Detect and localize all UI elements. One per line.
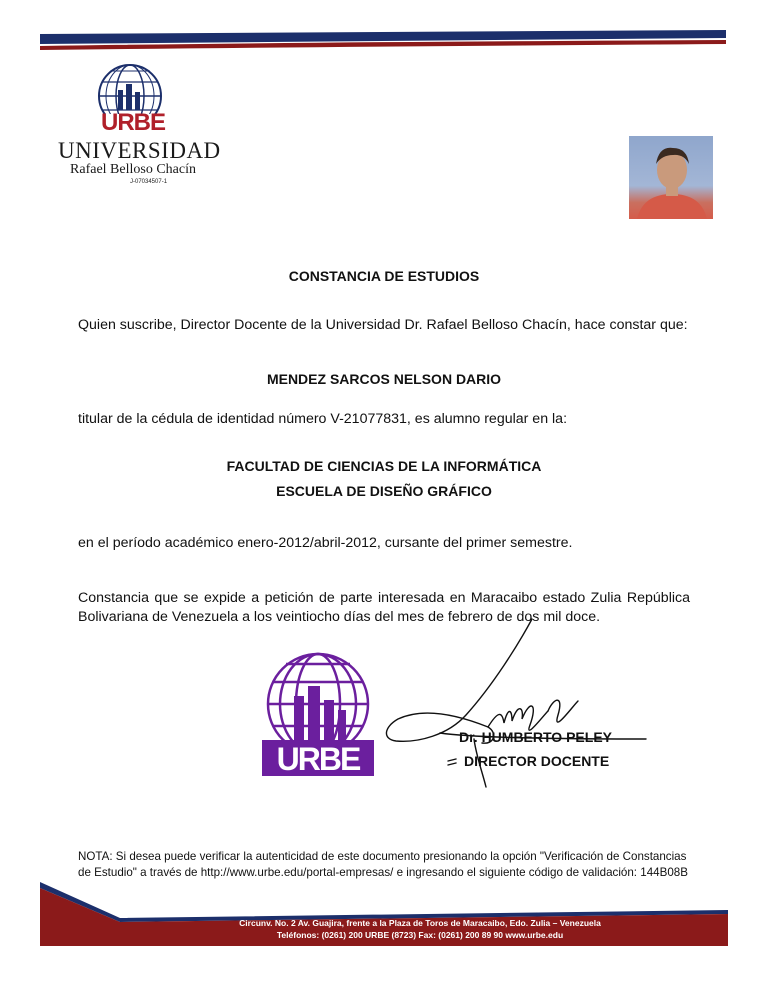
id-paragraph: titular de la cédula de identidad número V-21077831, es alumno regular en la: bbox=[78, 411, 568, 427]
signatory-title: DIRECTOR DOCENTE bbox=[464, 753, 610, 769]
issue-paragraph: Constancia que se expide a petición de parte interesada en Maracaibo estado Zulia República Bolivariana de Venezuela a los veintiocho días del mes de febrero de dos mil doce. bbox=[78, 590, 690, 625]
student-name: MENDEZ SARCOS NELSON DARIO bbox=[266, 371, 502, 387]
university-subname: Rafael Belloso Chacín bbox=[70, 162, 196, 177]
urbe-stamp bbox=[258, 652, 376, 780]
school-name: ESCUELA DE DISEÑO GRÁFICO bbox=[276, 483, 492, 499]
urbe-logo-letters: URBE bbox=[100, 109, 166, 136]
period-paragraph: en el período académico enero-2012/abril-2012, cursante del primer semestre. bbox=[78, 535, 573, 551]
stamp-letters: URBE bbox=[276, 741, 360, 777]
footer-address: Circunv. No. 2 Av. Guajira, frente a la Plaza de Toros de Maracaibo, Edo. Zulia – Venezuela bbox=[239, 918, 601, 928]
rif-number: J-07034507-1 bbox=[130, 179, 168, 185]
university-name: UNIVERSIDAD bbox=[58, 138, 221, 163]
student-photo bbox=[629, 136, 713, 219]
header-band bbox=[0, 0, 768, 60]
verification-note: NOTA: Si desea puede verificar la autenticidad de este documento presionando la opción "Verificación de Constancias de Estudio" a través de http://www.urbe.edu/portal-empresas/ e ingresando el siguiente código de validación: 144B08B bbox=[78, 850, 688, 879]
footer-contacts: Teléfonos: (0261) 200 URBE (8723) Fax: (0261) 200 89 90 www.urbe.edu bbox=[276, 930, 564, 940]
document-title: CONSTANCIA DE ESTUDIOS bbox=[288, 268, 480, 284]
faculty-name: FACULTAD DE CIENCIAS DE LA INFORMÁTICA bbox=[226, 458, 542, 474]
intro-paragraph: Quien suscribe, Director Docente de la Universidad Dr. Rafael Belloso Chacín, hace constar que: bbox=[78, 317, 688, 333]
portrait-icon bbox=[629, 136, 713, 219]
signatory-name: Dr. HUMBERTO PELEY bbox=[459, 729, 612, 745]
